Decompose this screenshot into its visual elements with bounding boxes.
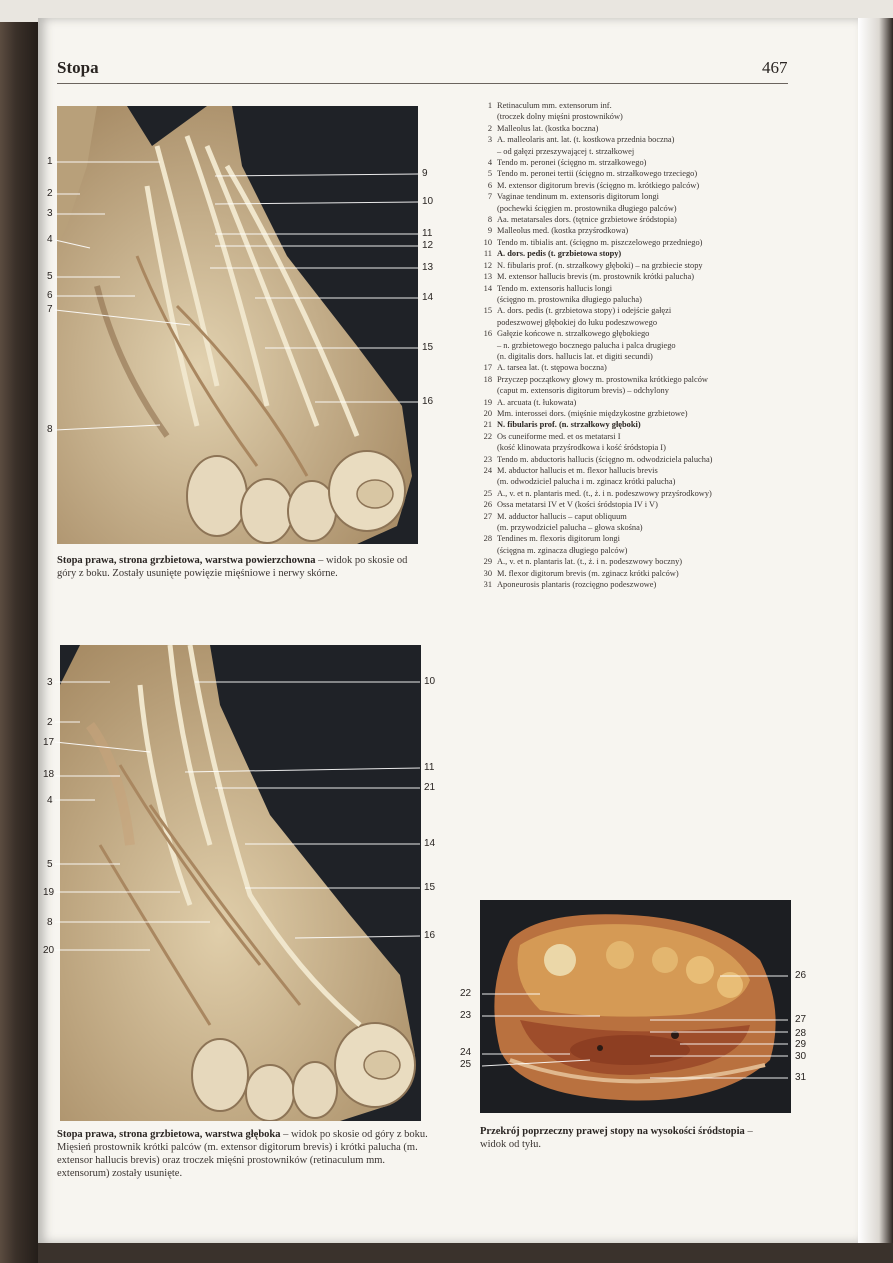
legend-item-text: M. flexor digitorum brevis (m. zginacz krótki palców) xyxy=(497,568,679,578)
legend-item-text: Ossa metatarsi IV et V (kości śródstopia IV i V) xyxy=(497,500,658,510)
legend-item-number: 31 xyxy=(483,580,492,590)
legend-item xyxy=(478,465,798,488)
legend-item-text: N. fibularis prof. (n. strzałkowy głęboki) – na grzbiecie stopy xyxy=(497,260,703,270)
fig1-label-4: 4 xyxy=(47,234,53,245)
fig3-label-22: 22 xyxy=(460,988,472,999)
legend-item xyxy=(478,248,798,259)
legend-item xyxy=(478,431,798,454)
page-title: Stopa xyxy=(57,58,99,77)
legend-item xyxy=(478,454,798,465)
legend-item-number: 29 xyxy=(483,557,492,567)
fig2-label-20: 20 xyxy=(43,945,55,956)
fig1-label-8: 8 xyxy=(47,424,53,435)
legend-item-number: 1 xyxy=(487,101,492,110)
fig2-label-5: 5 xyxy=(47,859,53,870)
fig1-label-11: 11 xyxy=(422,228,433,239)
legend-item-number: 3 xyxy=(487,135,492,145)
figure-3-caption-title: Przekrój poprzeczny prawej stopy na wysokości śródstopia xyxy=(480,1126,745,1137)
legend-item xyxy=(478,328,798,362)
legend-item xyxy=(478,180,798,191)
legend-item xyxy=(478,488,798,499)
legend-item-text: Tendo m. peronei tertii (ścięgno m. strzałkowego trzeciego) xyxy=(497,169,698,179)
fig1-label-12: 12 xyxy=(422,240,434,251)
fig3-label-29: 29 xyxy=(795,1039,807,1050)
legend-item-text: A. dors. pedis (t. grzbietowa stopy) i odejście gałęzi podeszwowej głębokiej do łuku podeszwowego xyxy=(497,306,672,327)
legend-item-text: Tendo m. extensoris hallucis longi (ścięgno m. prostownika długiego palucha) xyxy=(497,283,642,304)
header-rule xyxy=(57,83,788,84)
legend-item xyxy=(478,134,798,157)
fig3-label-23: 23 xyxy=(460,1010,472,1021)
figure-2-leader-lines xyxy=(40,660,450,960)
fig2-label-8: 8 xyxy=(47,917,53,928)
fig2-label-2: 2 xyxy=(47,717,53,728)
fig1-label-10: 10 xyxy=(422,196,434,207)
fig3-label-28: 28 xyxy=(795,1028,807,1039)
legend-item-text: A. arcuata (t. łukowata) xyxy=(497,397,577,407)
fig3-label-31: 31 xyxy=(795,1072,807,1083)
legend-item-text: Tendo m. abductoris hallucis (ścięgno m. odwodziciela palucha) xyxy=(497,454,713,464)
fig1-label-1: 1 xyxy=(47,156,53,167)
legend-item xyxy=(478,511,798,534)
page-number: 467 xyxy=(762,58,788,77)
legend-item xyxy=(478,271,798,282)
legend-item-text: M. extensor digitorum brevis (ścięgno m. krótkiego palców) xyxy=(497,180,700,190)
legend-item xyxy=(478,362,798,373)
legend-item-text: A., v. et n. plantaris med. (t., ż. i n. podeszwowy przyśrodkowy) xyxy=(497,488,712,498)
legend-item xyxy=(478,157,798,168)
legend-item-text: Malleolus med. (kostka przyśrodkowa) xyxy=(497,226,629,236)
figure-1-caption xyxy=(57,554,422,580)
legend-item-text: Tendo m. tibialis ant. (ścięgno m. piszczelowego przedniego) xyxy=(497,237,703,247)
fig1-label-14: 14 xyxy=(422,292,434,303)
legend-item-text: Aponeurosis plantaris (rozcięgno podeszwowe) xyxy=(497,580,657,590)
fig2-label-19: 19 xyxy=(43,887,55,898)
fig2-label-4: 4 xyxy=(47,795,53,806)
legend-item xyxy=(478,419,798,430)
figure-2-caption-title: Stopa prawa, strona grzbietowa, warstwa głęboka xyxy=(57,1129,281,1140)
legend-item-text: Mm. interossei dors. (mięśnie międzykostne grzbietowe) xyxy=(497,408,688,418)
fig2-label-15: 15 xyxy=(424,882,436,893)
figure-2-caption-text: – widok po skosie od góry z boku. Mięsień prostownik krótki palców (m. extensor digitorum brevis) i krótki palucha (m. extensor hallucis brevis) oraz troczek mięśni prostowników (retinaculum mm. extensorum) zostały usunięte. xyxy=(57,1129,428,1179)
legend-item-text: M. adductor hallucis – caput obliquum (m. przywodziciel palucha – głowa skośna) xyxy=(497,511,643,533)
legend-item-number: 30 xyxy=(483,568,492,578)
figure-3-caption-text: – widok od tyłu. xyxy=(480,1126,753,1150)
legend-item-number: 7 xyxy=(487,192,492,202)
legend-item-number: 28 xyxy=(483,534,492,544)
fig1-label-5: 5 xyxy=(47,271,53,282)
legend-item-text: M. abductor hallucis et m. flexor hallucis brevis (m. odwodziciel palucha i m. zginacz krótki palucha) xyxy=(497,466,676,487)
legend-item-number: 22 xyxy=(483,431,492,441)
legend-item-number: 5 xyxy=(487,169,492,179)
fig2-label-10: 10 xyxy=(424,676,436,687)
legend-item-text: A. dors. pedis (t. grzbietowa stopy) xyxy=(497,249,622,259)
fig1-label-15: 15 xyxy=(422,342,434,353)
legend-item-text: M. extensor hallucis brevis (m. prostownik krótki palucha) xyxy=(497,272,695,282)
fig2-label-11: 11 xyxy=(424,762,435,773)
figure-3-leader-lines xyxy=(480,960,800,1090)
fig3-label-27: 27 xyxy=(795,1014,807,1025)
legend-item xyxy=(478,499,798,510)
legend-item xyxy=(478,556,798,567)
fig2-label-16: 16 xyxy=(424,930,436,941)
figure-1-caption-text: – widok po skosie od góry z boku. Zostały usunięte powięzie mięśniowe i nerwy skórne. xyxy=(57,555,408,579)
fig2-label-18: 18 xyxy=(43,769,55,780)
legend-item-number: 13 xyxy=(483,272,492,282)
fig1-label-13: 13 xyxy=(422,262,434,273)
legend-item-number: 19 xyxy=(483,397,492,407)
figure-2-caption xyxy=(57,1128,435,1180)
legend-item-number: 20 xyxy=(483,408,492,418)
legend-item-number: 24 xyxy=(483,466,492,475)
fig2-label-21: 21 xyxy=(424,782,436,793)
legend-item-number: 15 xyxy=(483,306,492,316)
legend-item xyxy=(478,305,798,328)
fig2-label-3: 3 xyxy=(47,677,53,688)
legend-item xyxy=(478,533,798,556)
fig2-label-14: 14 xyxy=(424,838,436,849)
legend-item xyxy=(478,579,798,590)
legend-item xyxy=(478,568,798,579)
legend-item-number: 25 xyxy=(483,488,492,498)
legend-item xyxy=(478,214,798,225)
legend-item-text: Aa. metatarsales dors. (tętnice grzbietowe śródstopia) xyxy=(497,215,677,225)
fig3-label-30: 30 xyxy=(795,1051,807,1062)
fig1-label-9: 9 xyxy=(422,168,428,179)
legend-list xyxy=(478,100,798,590)
fig1-label-16: 16 xyxy=(422,396,434,407)
legend-item-number: 26 xyxy=(483,500,492,510)
legend-item xyxy=(478,283,798,306)
fig3-label-24: 24 xyxy=(460,1047,472,1058)
scan-right-margin xyxy=(858,18,893,1263)
legend-item-text: Tendines m. flexoris digitorum longi (ścięgna m. zginacza długiego palców) xyxy=(497,534,628,555)
fig3-label-25: 25 xyxy=(460,1059,472,1070)
fig3-label-26: 26 xyxy=(795,970,807,981)
legend-item-text: Os cuneiforme med. et os metatarsi I (kość klinowata przyśrodkowa i kość śródstopia I) xyxy=(497,431,666,453)
legend-item xyxy=(478,225,798,236)
fig1-label-2: 2 xyxy=(47,188,53,199)
legend-item-number: 16 xyxy=(483,329,492,339)
legend-item-number: 23 xyxy=(483,454,492,464)
legend-item-number: 11 xyxy=(483,249,492,259)
legend-item-text: Vaginae tendinum m. extensoris digitorum longi (pochewki ścięgien m. prostownika długiego palców) xyxy=(497,192,677,213)
legend-item-number: 9 xyxy=(487,226,492,236)
legend-item xyxy=(478,408,798,419)
legend-item xyxy=(478,191,798,214)
legend-item-number: 2 xyxy=(487,123,492,133)
legend-item-number: 8 xyxy=(487,215,492,225)
legend-item-text: A. malleolaris ant. lat. (t. kostkowa przednia boczna) – od gałęzi przeszywającej t. strzałkowej xyxy=(497,135,675,156)
legend-item-number: 6 xyxy=(487,180,492,190)
legend-item-number: 21 xyxy=(483,420,492,430)
legend-item-number: 27 xyxy=(483,511,492,521)
legend-item-text: A. tarsea lat. (t. stępowa boczna) xyxy=(497,363,607,373)
legend-item xyxy=(478,237,798,248)
legend-item-text: Malleolus lat. (kostka boczna) xyxy=(497,123,599,133)
book-binding-edge xyxy=(0,0,40,1263)
legend-item-number: 4 xyxy=(487,158,492,168)
legend-item-text: Tendo m. peronei (ścięgno m. strzałkowego) xyxy=(497,158,647,168)
legend-item xyxy=(478,123,798,134)
legend-item-number: 18 xyxy=(483,374,492,384)
legend-item-number: 14 xyxy=(483,283,492,293)
figure-1-leader-lines xyxy=(40,100,450,450)
fig2-label-17: 17 xyxy=(43,737,55,748)
legend-item-number: 10 xyxy=(483,237,492,247)
legend-item-text: Gałęzie końcowe n. strzałkowego głębokiego – n. grzbietowego bocznego palucha i palca drugiego (n. digitalis dors. hallucis lat. et digiti secundi) xyxy=(497,329,676,361)
fig1-label-6: 6 xyxy=(47,290,53,301)
legend-item xyxy=(478,397,798,408)
legend-item xyxy=(478,260,798,271)
legend-item-text: Przyczep początkowy głowy m. prostownika krótkiego palców (caput m. extensoris digitorum brevis) – odchylony xyxy=(497,374,708,396)
legend-item-number: 12 xyxy=(483,260,492,270)
legend-item xyxy=(478,374,798,397)
legend-item xyxy=(478,100,798,123)
fig1-label-3: 3 xyxy=(47,208,53,219)
legend-item-text: Retinaculum mm. extensorum inf. (troczek dolny mięśni prostowników) xyxy=(497,101,623,122)
legend-item-number: 17 xyxy=(483,363,492,373)
fig1-label-7: 7 xyxy=(47,304,53,315)
figure-3-caption xyxy=(480,1125,780,1151)
scan-bottom-margin xyxy=(38,1243,893,1263)
legend-item xyxy=(478,168,798,179)
legend-item-text: N. fibularis prof. (n. strzałkowy głęboki) xyxy=(497,420,641,430)
figure-1-caption-title: Stopa prawa, strona grzbietowa, warstwa powierzchowna xyxy=(57,555,316,566)
legend-item-text: A., v. et n. plantaris lat. (t., ż. i n. podeszwowy boczny) xyxy=(497,557,683,567)
